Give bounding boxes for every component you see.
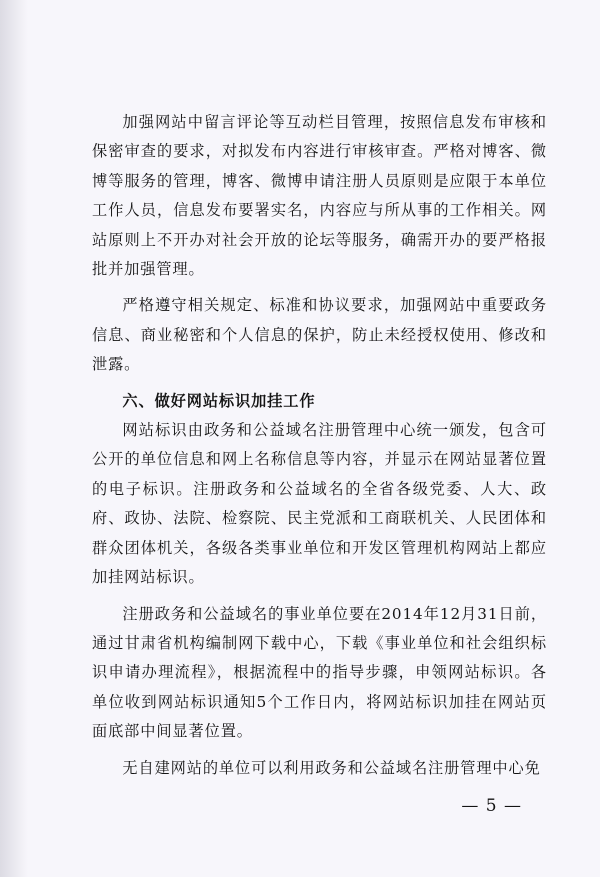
scan-edge-shadow [0,0,28,877]
page-number: — 5 — [461,796,522,816]
paragraph-information-protection: 严格遵守相关规定、标准和协议要求，加强网站中重要政务信息、商业秘密和个人信息的保护，防止未经授权使用、修改和泄露。 [92,296,547,374]
paragraph-registration-deadline: 注册政务和公益域名的事业单位要在2014年12月31日前，通过甘肃省机构编制网下载中心，下载《事业单位和社会组织标识申请办理流程》，根据流程中的指导步骤，申领网站标识。各单位收到网站标识通知5个工作日内，将网站标识加挂在网站页面底部中间显著位置。 [92,604,547,741]
section-heading: 六、做好网站标识加挂工作 [122,391,316,410]
paragraph-website-identifier: 网站标识由政务和公益域名注册管理中心统一颁发，包含可公开的单位信息和网上名称信息等内容，并显示在网站显著位置的电子标识。注册政务和公益域名的全省各级党委、人大、政府、政协、法院、检察院、民主党派和工商联机关、人民团体和群众团体机关，各级各类事业单位和开发区管理机构网站上都应加挂网站标识。 [92,421,547,587]
document-body [92,108,547,783]
paragraph-no-own-website: 无自建网站的单位可以利用政务和公益域名注册管理中心免 [122,758,541,777]
paragraph-interactive-columns: 加强网站中留言评论等互动栏目管理，按照信息发布审核和保密审查的要求，对拟发布内容进行审核审查。严格对博客、微博等服务的管理，博客、微博申请注册人员原则是应限于本单位工作人员，信息发布要署实名，内容应与所从事的工作相关。网站原则上不开办对社会开放的论坛等服务，确需开办的要严格报批并加强管理。 [92,113,547,279]
